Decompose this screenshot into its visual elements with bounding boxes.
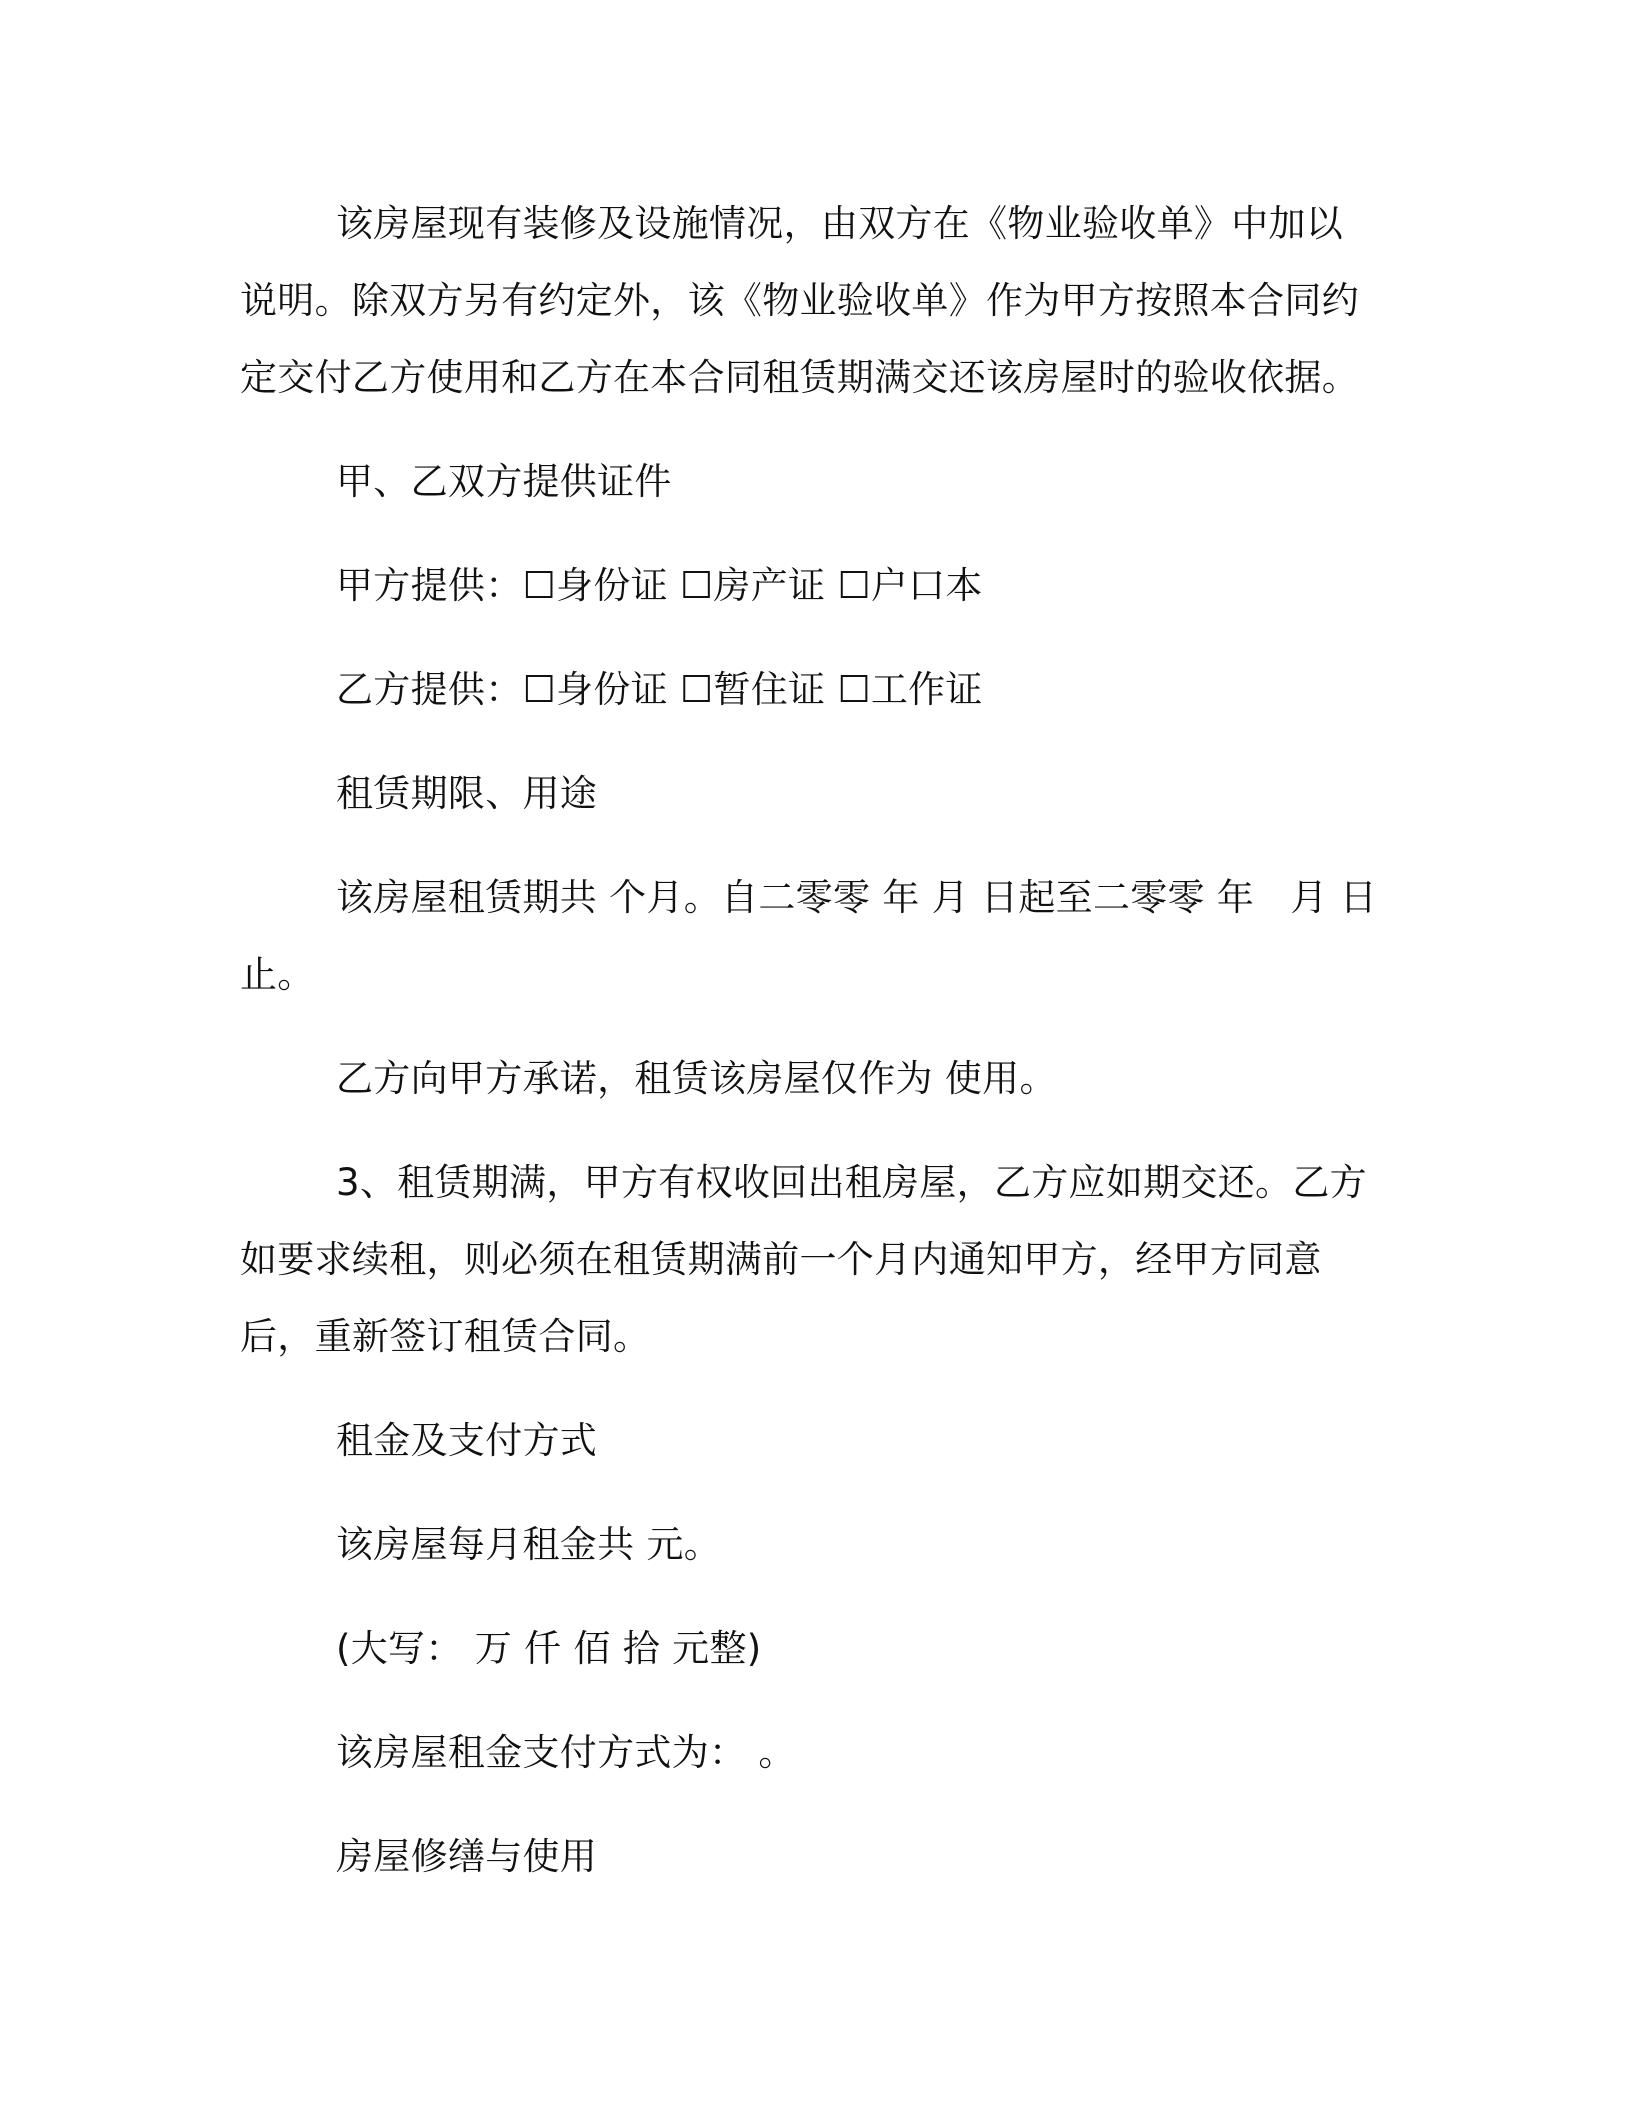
paragraph-renewal: 3、租赁期满，甲方有权收回出租房屋，乙方应如期交还。乙方如要求续租，则必须在租赁期满前一个月内通知甲方，经甲方同意后，重新签订租赁合同。	[240, 1161, 1367, 1358]
paragraph-party-b-documents: 乙方提供：☐身份证 ☐暂住证 ☐工作证	[336, 668, 983, 711]
paragraph-term: 该房屋租赁期共 个月。自二零零 年 月 日起至二零零 年 月 日止。	[240, 876, 1378, 996]
paragraph-term-heading: 租赁期限、用途	[336, 772, 598, 815]
paragraph-documents-heading: 甲、乙双方提供证件	[336, 460, 672, 503]
paragraph-monthly-rent: 该房屋每月租金共 元。	[336, 1523, 722, 1566]
paragraph-repair-heading: 房屋修缮与使用	[336, 1835, 598, 1878]
document-page	[240, 185, 1380, 1922]
paragraph-rent-heading: 租金及支付方式	[336, 1419, 598, 1462]
paragraph-use: 乙方向甲方承诺，租赁该房屋仅作为 使用。	[336, 1057, 1057, 1100]
paragraph-rent-in-words: (大写： 万 仟 佰 拾 元整)	[336, 1627, 762, 1670]
paragraph-facilities: 该房屋现有装修及设施情况，由双方在《物业验收单》中加以说明。除双方另有约定外，该《物业验收单》作为甲方按照本合同约定交付乙方使用和乙方在本合同租赁期满交还该房屋时的验收依据。	[240, 202, 1359, 399]
paragraph-payment-method: 该房屋租金支付方式为： 。	[336, 1731, 796, 1774]
paragraph-party-a-documents: 甲方提供：☐身份证 ☐房产证 ☐户口本	[336, 564, 983, 607]
